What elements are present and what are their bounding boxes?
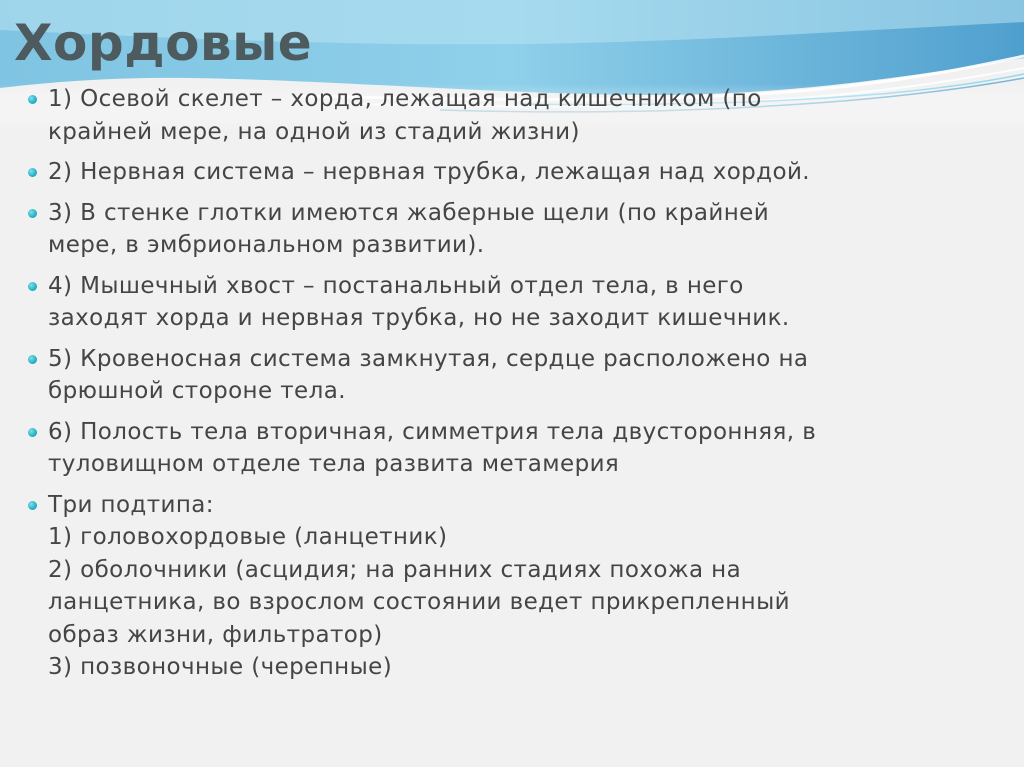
list-item [22,416,1012,481]
item-text-line: крайней мере, на одной из стадий жизни) [48,118,580,145]
item-text-line: 1) головохордовые (ланцетник) [48,524,448,550]
item-text-line: Три подтипа: [48,491,214,518]
bullet-icon [28,95,37,104]
item-text-line: заходят хорда и нервная трубка, но не заходит кишечник. [48,305,790,331]
bullet-icon [28,282,37,291]
item-text-line: мере, в эмбриональном развитии). [48,232,485,258]
list-item [22,270,1012,335]
list-item [22,343,1012,408]
bullet-list [22,83,1012,692]
item-text-line: 2) оболочники (асцидия; на ранних стадиях похожа на [48,556,742,583]
bullet-icon [28,355,37,364]
item-text-line: образ жизни, фильтратор) [48,621,383,648]
item-text-line: 4) Мышечный хвост – постанальный отдел тела, в него [48,272,744,299]
bullet-icon [28,168,37,177]
list-item [22,83,1012,148]
bullet-icon [28,428,37,437]
item-text-line: туловищном отделе тела развита метамерия [48,451,620,477]
item-text-line: брюшной стороне тела. [48,378,346,404]
item-text-line: 3) позвоночные (черепные) [48,654,393,680]
bullet-icon [28,501,37,510]
item-text-line: 1) Осевой скелет – хорда, лежащая над кишечником (по [48,86,762,112]
item-text-line: 2) Нервная система – нервная трубка, лежащая над хордой. [48,159,811,185]
item-text-line: 5) Кровеносная система замкнутая, сердце расположено на [48,345,809,372]
item-text-line: ланцетника, во взрослом состоянии ведет прикрепленный [48,589,790,615]
list-item [22,156,1012,189]
list-item [22,197,1012,262]
bullet-icon [28,209,37,218]
slide-title: Хордовые [14,14,313,72]
item-text-line: 6) Полость тела вторичная, симметрия тела двусторонняя, в [48,418,817,445]
item-text-line: 3) В стенке глотки имеются жаберные щели (по крайней [48,199,770,226]
list-item-subtypes [22,489,1012,684]
